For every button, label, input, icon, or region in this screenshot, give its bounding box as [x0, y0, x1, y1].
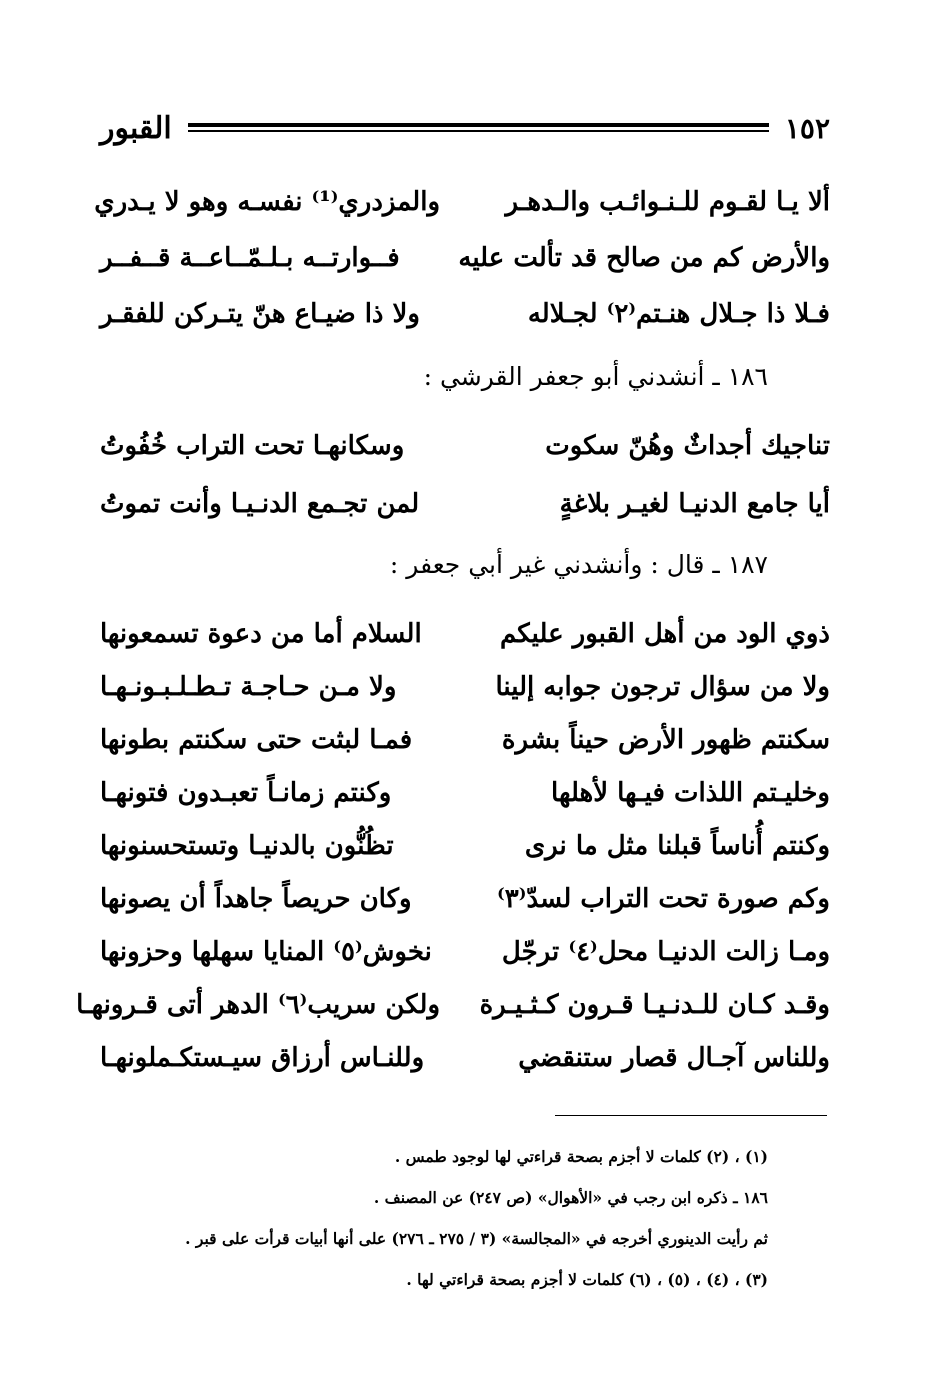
verse-line [100, 718, 830, 771]
running-title: القبور [100, 110, 172, 146]
second-hemistich: وللنـاس أرزاق سيـستكـملونهـا [100, 1043, 425, 1073]
second-hemistich: تظُنُّون بالدنيـا وتستحسنونها [100, 831, 394, 861]
second-hemistich: ولكن سريب⁽٦⁾ الدهر أتى قـرونهـا [76, 990, 440, 1020]
verse-line [100, 877, 830, 930]
verse-line [100, 771, 830, 824]
verse-line [100, 1036, 830, 1089]
verse-line [100, 824, 830, 877]
second-hemistich: لمن تجـمع الدنـيـا وأنت تموتُ [100, 489, 420, 519]
first-hemistich: ولا من سؤال ترجون جوابه إلينا [495, 672, 830, 702]
verse-line [100, 236, 830, 292]
second-hemistich: وسكانهـا تحت التراب خُفُوتُ [100, 431, 405, 461]
first-hemistich: وللناس آجـال قصار ستنقضي [518, 1043, 830, 1073]
first-hemistich: وكنتم أُناساً قبلنا مثل ما نرى [524, 831, 830, 861]
second-hemistich: وكان حريصاً جاهداً أن يصونها [100, 884, 412, 914]
second-hemistich: السلام أما من دعوة تسمعونها [100, 619, 422, 649]
poem-block-2 [100, 424, 830, 540]
footnote-line: (١) ، (٢) كلمات لا أجزم بصحة قراءتي لها لوجود طمس . [394, 1147, 768, 1166]
footnote-separator [555, 1115, 827, 1116]
second-hemistich: فمـا لبثت حتى سكنتم بطونها [100, 725, 413, 755]
first-hemistich: وخليـتم اللذات فيـها لأهلها [551, 778, 830, 808]
first-hemistich: فـلا ذا جـلال هنـتم⁽٢⁾ لجـلاله [527, 299, 830, 329]
first-hemistich: تناجيك أجداثٌ وهُنّ سكوت [545, 431, 830, 461]
entry-187-intro: ١٨٧ ـ قال : وأنشدني غير أبي جعفر : [389, 550, 768, 579]
verse-line [76, 983, 830, 1036]
first-hemistich: ألا يـا لقـوم للـنـوائـب والـدهـر [505, 187, 830, 217]
first-hemistich: سكنتم ظهور الأرض حيناً بشرة [501, 725, 830, 755]
first-hemistich: أيا جامع الدنيـا لغيـر بلاغةٍ [559, 489, 830, 519]
footnotes [100, 1140, 768, 1304]
poem-block-1 [94, 180, 830, 348]
second-hemistich: ولا ذا ضيـاع هنّ يتـركن للفقـر [100, 299, 420, 329]
first-hemistich: ومـا زالت الدنيـا محل⁽٤⁾ ترجّل [501, 937, 830, 967]
verse-line [94, 180, 830, 236]
footnote-line: ١٨٦ ـ ذكره ابن رجب في «الأهوال» (ص ٢٤٧) عن المصنف . [373, 1188, 768, 1207]
page-number: ١٥٢ [784, 111, 830, 145]
footnote-line: (٣) ، (٤) ، (٥) ، (٦) كلمات لا أجزم بصحة قراءتي لها . [406, 1270, 768, 1289]
verse-line [100, 424, 830, 482]
first-hemistich: ذوي الود من أهل القبور عليكم [499, 619, 830, 649]
second-hemistich: فــوارتــه بـلـمّــاعــة قــفــر [100, 243, 400, 273]
verse-line [100, 665, 830, 718]
first-hemistich: وكم صورة تحت التراب لسدّ⁽٣⁾ [497, 884, 830, 914]
verse-line [100, 612, 830, 665]
second-hemistich: نخوش⁽٥⁾ المنايا سهلها وحزونها [100, 937, 432, 967]
second-hemistich: والمزدري⁽¹⁾ نفسـه وهو لا يـدري [94, 187, 440, 217]
second-hemistich: وكنتم زمانـاً تعبـدون فتونهـا [100, 778, 392, 808]
header-rule [188, 122, 769, 134]
entry-186-intro: ١٨٦ ـ أنشدني أبو جعفر القرشي : [423, 362, 768, 391]
footnote-line: ثم رأيت الدينوري أخرجه في «المجالسة» (٣ / ٢٧٥ ـ ٢٧٦) على أنها أبيات قرأت على قبر . [185, 1229, 768, 1248]
page-header [100, 108, 830, 148]
second-hemistich: ولا مـن حـاجـة تـطـلـبـونـهـا [100, 672, 397, 702]
first-hemistich: والأرض كم من صالح قد تألت عليه [458, 243, 830, 273]
verse-line [100, 482, 830, 540]
poem-block-3 [76, 612, 830, 1089]
verse-line [100, 292, 830, 348]
first-hemistich: وقـد كـان للـدنـيـا قـرون كـثـيـرة [479, 990, 830, 1020]
verse-line [100, 930, 830, 983]
